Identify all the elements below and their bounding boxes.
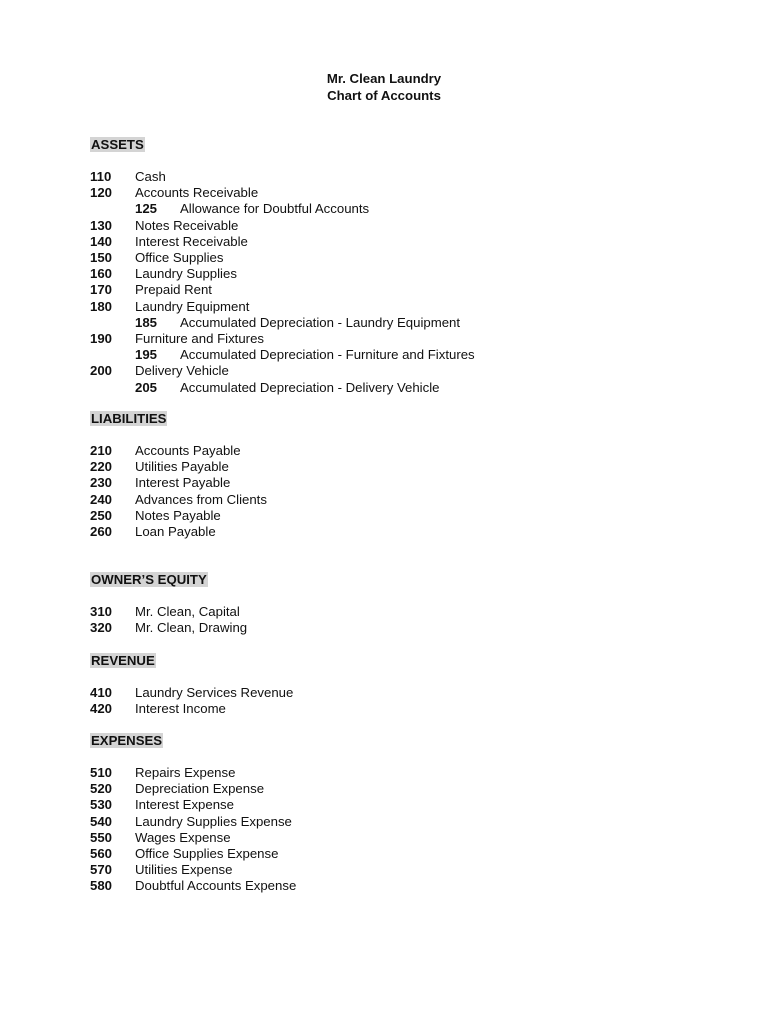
- account-code: 570: [90, 862, 113, 878]
- account-code: 140: [90, 233, 113, 249]
- account-name: Wages Expense: [135, 829, 231, 845]
- account-name: Utilities Payable: [135, 459, 229, 475]
- section-heading: LIABILITIES: [91, 411, 167, 426]
- account-code: 220: [90, 459, 113, 475]
- account-name: Laundry Equipment: [135, 298, 250, 314]
- account-code: 580: [90, 878, 113, 894]
- account-name: Delivery Vehicle: [135, 363, 229, 379]
- section-heading: EXPENSES: [91, 733, 163, 748]
- document-title: Chart of Accounts: [327, 88, 441, 103]
- account-name: Loan Payable: [135, 524, 216, 539]
- account-name: Interest Payable: [135, 475, 231, 491]
- account-name: Notes Payable: [135, 507, 221, 523]
- account-name: Furniture and Fixtures: [135, 331, 264, 346]
- account-name: Accumulated Depreciation - Laundry Equipment: [180, 314, 461, 330]
- account-code: 420: [90, 701, 113, 717]
- account-code: 310: [90, 604, 113, 619]
- account-name: Accounts Receivable: [135, 185, 259, 201]
- account-name: Cash: [135, 169, 166, 184]
- account-name: Interest Receivable: [135, 233, 248, 249]
- account-name: Interest Expense: [135, 797, 234, 813]
- account-name: Depreciation Expense: [135, 781, 265, 797]
- account-code: 130: [90, 217, 113, 233]
- account-code: 260: [90, 524, 113, 539]
- account-name: Doubtful Accounts Expense: [135, 878, 297, 894]
- account-name: Office Supplies: [135, 250, 224, 265]
- account-code: 190: [90, 331, 113, 346]
- account-code: 120: [90, 185, 113, 201]
- section-heading: OWNER’S EQUITY: [91, 572, 207, 587]
- account-code: 230: [90, 475, 113, 491]
- account-name: Accumulated Depreciation - Delivery Vehicle: [180, 379, 440, 395]
- account-code: 150: [90, 250, 113, 265]
- account-name: Repairs Expense: [135, 765, 236, 780]
- section-heading: REVENUE: [91, 653, 155, 668]
- account-name: Laundry Services Revenue: [135, 685, 294, 700]
- account-code: 205: [135, 379, 158, 395]
- account-code: 170: [90, 282, 113, 298]
- account-code: 530: [90, 797, 113, 813]
- account-code: 185: [135, 314, 158, 330]
- account-name: Laundry Supplies: [135, 266, 237, 282]
- account-code: 195: [135, 347, 158, 363]
- account-code: 520: [90, 781, 113, 797]
- section-heading: ASSETS: [91, 137, 144, 152]
- company-name: Mr. Clean Laundry: [326, 71, 442, 86]
- account-code: 110: [90, 169, 112, 184]
- account-code: 250: [90, 507, 113, 523]
- account-name: Advances from Clients: [135, 491, 267, 507]
- account-name: Notes Receivable: [135, 217, 239, 233]
- account-code: 410: [90, 685, 113, 700]
- account-code: 550: [90, 829, 113, 845]
- account-name: Mr. Clean, Drawing: [135, 620, 248, 636]
- account-code: 210: [90, 443, 113, 458]
- account-code: 560: [90, 846, 113, 861]
- account-code: 125: [135, 201, 158, 217]
- account-code: 240: [90, 491, 113, 507]
- account-code: 200: [90, 363, 113, 379]
- account-code: 510: [90, 765, 113, 780]
- account-name: Accounts Payable: [135, 443, 241, 458]
- account-code: 540: [90, 813, 113, 829]
- account-name: Utilities Expense: [135, 862, 233, 878]
- account-code: 180: [90, 298, 113, 314]
- account-name: Laundry Supplies Expense: [135, 813, 292, 829]
- account-name: Office Supplies Expense: [135, 846, 279, 861]
- account-name: Prepaid Rent: [135, 282, 212, 298]
- account-code: 160: [90, 266, 113, 282]
- account-name: Interest Income: [135, 701, 226, 717]
- account-code: 320: [90, 620, 113, 636]
- account-name: Accumulated Depreciation - Furniture and Fixtures: [180, 347, 475, 363]
- account-name: Allowance for Doubtful Accounts: [180, 201, 370, 217]
- account-name: Mr. Clean, Capital: [135, 604, 240, 619]
